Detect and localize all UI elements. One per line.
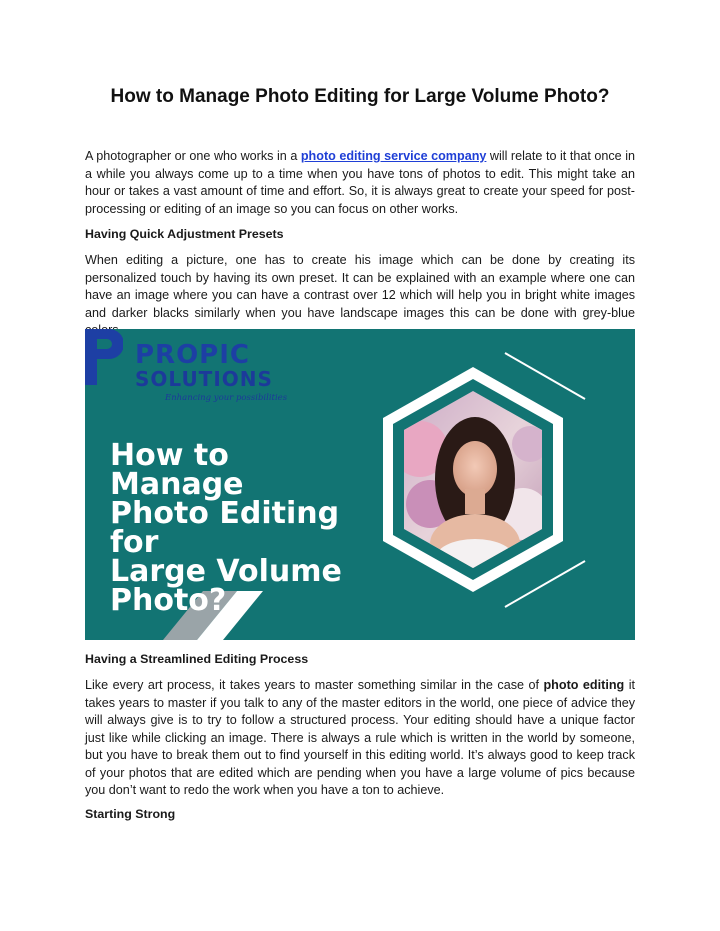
article-banner-image xyxy=(85,329,635,640)
section-quick-presets xyxy=(85,227,635,241)
banner-title-line-4: Photo? xyxy=(110,583,227,618)
section-streamlined-body xyxy=(85,677,635,800)
section-streamlined xyxy=(85,652,635,666)
chevron-bottom-right xyxy=(505,561,585,607)
photo-editing-service-link[interactable]: photo editing service company xyxy=(300,149,487,163)
banner-title xyxy=(110,438,370,618)
quick-presets-paragraph: When editing a picture, one has to create his image which can be done by creating its personalized touch by having its own preset. It can be explained with an example where one can have an image where you can have a contrast over 12 which will help you in bright white images and darker blacks similarly when you have landscape images this can be done with grey-blue xyxy=(85,253,635,320)
logo-tagline: Enhancing your possibilities xyxy=(165,393,288,403)
intro-text-start: A photographer or one who works in a xyxy=(85,149,301,163)
banner-title-line-3: Large Volume xyxy=(110,554,342,589)
photo-editing-bold: photo editing xyxy=(543,678,625,692)
streamlined-text-start: Like every art process, it takes years to master something similar in the case of xyxy=(85,678,544,692)
section-heading-quick-presets: Having Quick Adjustment Presets xyxy=(85,227,284,241)
banner-title-line-1: How to Manage xyxy=(110,438,244,502)
page-title: How to Manage Photo Editing for Large Volume Photo? xyxy=(110,86,610,107)
section-heading-streamlined: Having a Streamlined Editing Process xyxy=(85,652,309,666)
intro-paragraph xyxy=(85,148,635,218)
logo-text-solutions: SOLUTIONS xyxy=(135,367,273,391)
banner-title-line-2: Photo Editing for xyxy=(110,496,340,560)
intro-text-end: will relate to it that once in a while you always come up to a time when you have tons of photos to edit. This might take an hour or takes a vast amount of time and effort. So, it is always great to create your speed for post-processing or editing of an image so you can focus on other works. xyxy=(85,149,635,216)
intro-section xyxy=(85,148,635,218)
logo-text-propic: PROPIC xyxy=(135,340,250,370)
section-heading-starting-strong: Starting Strong xyxy=(85,807,176,821)
section-quick-presets-body xyxy=(85,252,635,340)
streamlined-paragraph xyxy=(85,677,635,800)
propic-logo-icon xyxy=(85,329,123,385)
section-starting-strong xyxy=(85,807,635,821)
streamlined-text-end: it takes years to master if you talk to any of the master editors in the world, one piece of advice they will always give is to try to follow a structured process. Your editing should have a unique factor just like while clicking an image. There is always a rule which is written in the world by someone, but you have to break them out to find yourself in this editing world. It’s always good to keep track of your photos that are edited which are pending when you have a large volume of pics because you don’t want to redo the work when you have a ton to achieve. xyxy=(85,678,635,797)
